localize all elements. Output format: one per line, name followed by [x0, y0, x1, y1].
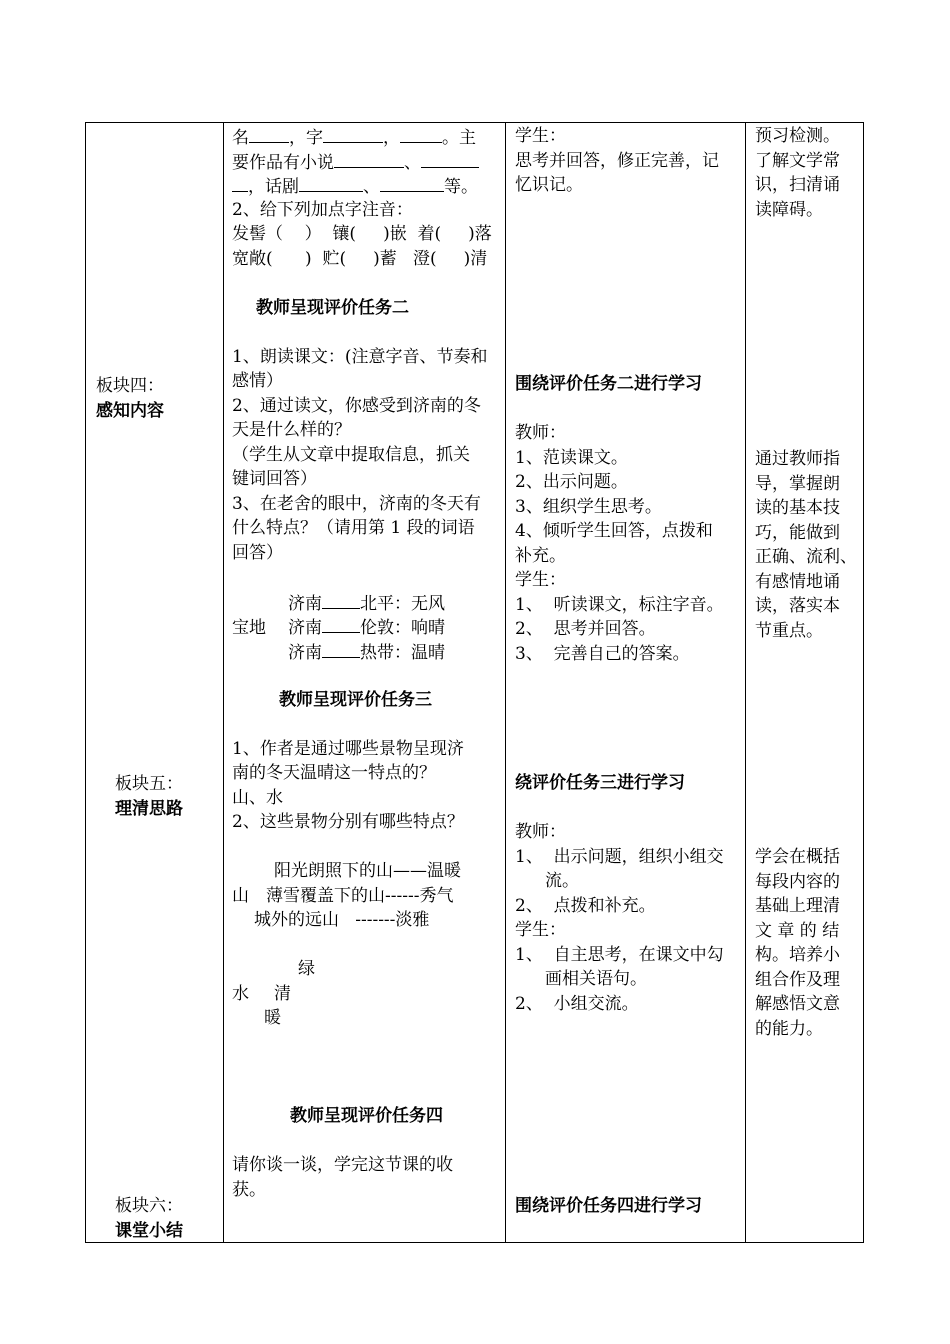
teacher-activity: 4、倾听学生回答，点拨和	[515, 521, 713, 541]
teacher-activity: 1、 出示问题，组织小组交	[515, 846, 724, 867]
intent-text: 读障碍。	[755, 199, 823, 220]
section-five-label: 板块五：	[115, 774, 183, 794]
task-two-question: （学生从文章中提取信息，抓关	[232, 444, 470, 465]
student-activity: 忆识记。	[515, 175, 583, 195]
student-label: 学生：	[515, 570, 566, 590]
pinyin-row-2: 宽敞( ) 贮( )蓄 澄( )清	[232, 248, 488, 269]
intent-text: 每段内容的	[755, 871, 840, 892]
section-six-title: 课堂小结	[115, 1220, 183, 1241]
task-three-question: 1、作者是通过哪些景物呈现济	[232, 738, 464, 759]
blank	[421, 149, 479, 168]
blank	[323, 124, 383, 143]
student-activity: 思考并回答，修正完善，记	[515, 150, 719, 171]
teacher-task-column	[232, 124, 500, 1202]
intent-cell-preview	[755, 124, 859, 222]
intent-text: 的能力。	[755, 1018, 823, 1039]
student-activity: 画相关语句。	[545, 969, 647, 989]
section-five-cell	[115, 772, 220, 821]
intent-text: 组合作及理	[755, 969, 840, 990]
intent-text: 构。培养小	[755, 945, 840, 965]
task-two-question: 2、通过读文，你感受到济南的冬	[232, 395, 481, 416]
task-two-question: 3、在老舍的眼中，济南的冬天有	[232, 493, 481, 514]
task-three-heading: 教师呈现评价任务三	[279, 689, 432, 710]
teacher-activity: 补充。	[515, 545, 566, 566]
blank	[380, 173, 444, 192]
activity-column-task-four	[515, 1194, 743, 1219]
intent-text: 节重点。	[755, 620, 823, 641]
intent-text: 巧，能做到	[755, 522, 840, 543]
blank	[322, 614, 360, 633]
task-three-answer: 山、水	[232, 787, 283, 808]
teacher-activity: 1、范读课文。	[515, 447, 628, 468]
teacher-activity: 流。	[545, 871, 579, 891]
task-two-question: 天是什么样的？	[232, 420, 351, 440]
task-four-heading: 教师呈现评价任务四	[290, 1106, 443, 1126]
task-four-question: 获。	[232, 1179, 266, 1200]
intent-text: 学会在概括	[755, 847, 840, 867]
intent-text: 通过教师指	[755, 449, 840, 469]
task-two-question: 键词回答）	[232, 469, 317, 489]
section-four-title: 感知内容	[96, 400, 164, 421]
student-activity: 3、 完善自己的答案。	[515, 643, 690, 664]
intent-text: 有感情地诵	[755, 571, 840, 592]
intent-text: 读，落实本	[755, 596, 840, 616]
intent-text: 文 章 的 结	[755, 920, 840, 941]
intent-text: 导，掌握朗	[755, 473, 840, 494]
task-two-question: 回答）	[232, 542, 283, 563]
intent-text: 解感悟文意	[755, 994, 840, 1014]
teacher-label: 教师：	[515, 822, 566, 842]
task-four-activity-heading: 围绕评价任务四进行学习	[515, 1196, 702, 1216]
activity-column-task-three	[515, 771, 743, 1016]
blank	[249, 124, 289, 143]
blank	[232, 173, 248, 192]
intent-text: 识，扫清诵	[755, 175, 840, 195]
teacher-activity: 2、 点拨和补充。	[515, 895, 656, 916]
blank	[400, 124, 442, 143]
blank	[322, 590, 360, 609]
column-divider	[745, 123, 746, 1242]
student-activity: 1、 自主思考，在课文中勾	[515, 944, 724, 965]
water-feature-1: 绿	[298, 959, 315, 979]
intent-cell-reading	[755, 447, 859, 643]
mountain-feature-1: 阳光朗照下的山——温暖	[274, 861, 461, 881]
intent-cell-structure	[755, 845, 859, 1041]
section-six-cell	[115, 1194, 220, 1243]
comparison-row-1: 济南 北平：无风	[232, 590, 500, 615]
student-activity: 1、 听读课文，标注字音。	[515, 594, 724, 615]
intent-text: 了解文学常	[755, 150, 840, 171]
blank	[334, 149, 404, 168]
task-two-question: 什么特点？（请用第 1 段的词语	[232, 518, 475, 538]
fill-blank-line-2: 要作品有小说 、	[232, 149, 500, 174]
task-three-question: 2、这些景物分别有哪些特点？	[232, 812, 464, 832]
student-activity: 2、 思考并回答。	[515, 619, 656, 639]
student-activity: 2、 小组交流。	[515, 993, 639, 1014]
task-three-activity-heading: 绕评价任务三进行学习	[515, 773, 685, 793]
mountain-feature-3: 城外的远山 -------淡雅	[254, 910, 430, 930]
section-five-title: 理清思路	[115, 798, 183, 819]
fill-blank-line-1: 名 ，字 ， 。主	[232, 124, 500, 149]
section-four-label: 板块四：	[96, 376, 164, 396]
pinyin-row-1: 发髻（ ） 镶( )嵌 着( )落	[232, 224, 492, 244]
fill-blank-line-3: ，话剧 、 等。	[232, 173, 500, 198]
lesson-plan-table	[85, 122, 864, 1243]
student-label: 学生：	[515, 920, 566, 940]
teacher-activity: 3、组织学生思考。	[515, 496, 662, 517]
pinyin-instruction: 2、给下列加点字注音：	[232, 199, 413, 220]
task-two-activity-heading: 围绕评价任务二进行学习	[515, 374, 702, 394]
task-four-question: 请你谈一谈，学完这节课的收	[232, 1155, 453, 1175]
column-divider	[223, 123, 224, 1242]
comparison-row-2: 宝地 济南 伦敦：响晴	[232, 614, 500, 639]
mountain-feature-2: 山 薄雪覆盖下的山------秀气	[232, 885, 454, 906]
comparison-row-3: 济南 热带：温晴	[232, 639, 500, 664]
student-label: 学生：	[515, 126, 566, 146]
intent-text: 预习检测。	[755, 126, 840, 146]
activity-column-task-two	[515, 372, 743, 666]
intent-text: 读的基本技	[755, 498, 840, 518]
column-divider	[505, 123, 506, 1242]
activity-column-top	[515, 124, 743, 198]
water-feature-3: 暖	[264, 1008, 281, 1028]
section-four-cell	[96, 374, 221, 423]
intent-text: 正确、流利、	[755, 547, 857, 567]
task-two-question: 1、朗读课文：(注意字音、节奏和	[232, 346, 488, 367]
blank	[322, 639, 360, 658]
teacher-activity: 2、出示问题。	[515, 472, 628, 492]
task-two-question: 感情）	[232, 371, 283, 391]
task-three-question: 南的冬天温晴这一特点的？	[232, 763, 436, 783]
blank	[299, 173, 363, 192]
intent-text: 基础上理清	[755, 896, 840, 916]
task-two-heading: 教师呈现评价任务二	[256, 297, 409, 318]
teacher-label: 教师：	[515, 423, 566, 443]
section-six-label: 板块六：	[115, 1196, 183, 1216]
water-feature-2: 水 清	[232, 983, 291, 1004]
